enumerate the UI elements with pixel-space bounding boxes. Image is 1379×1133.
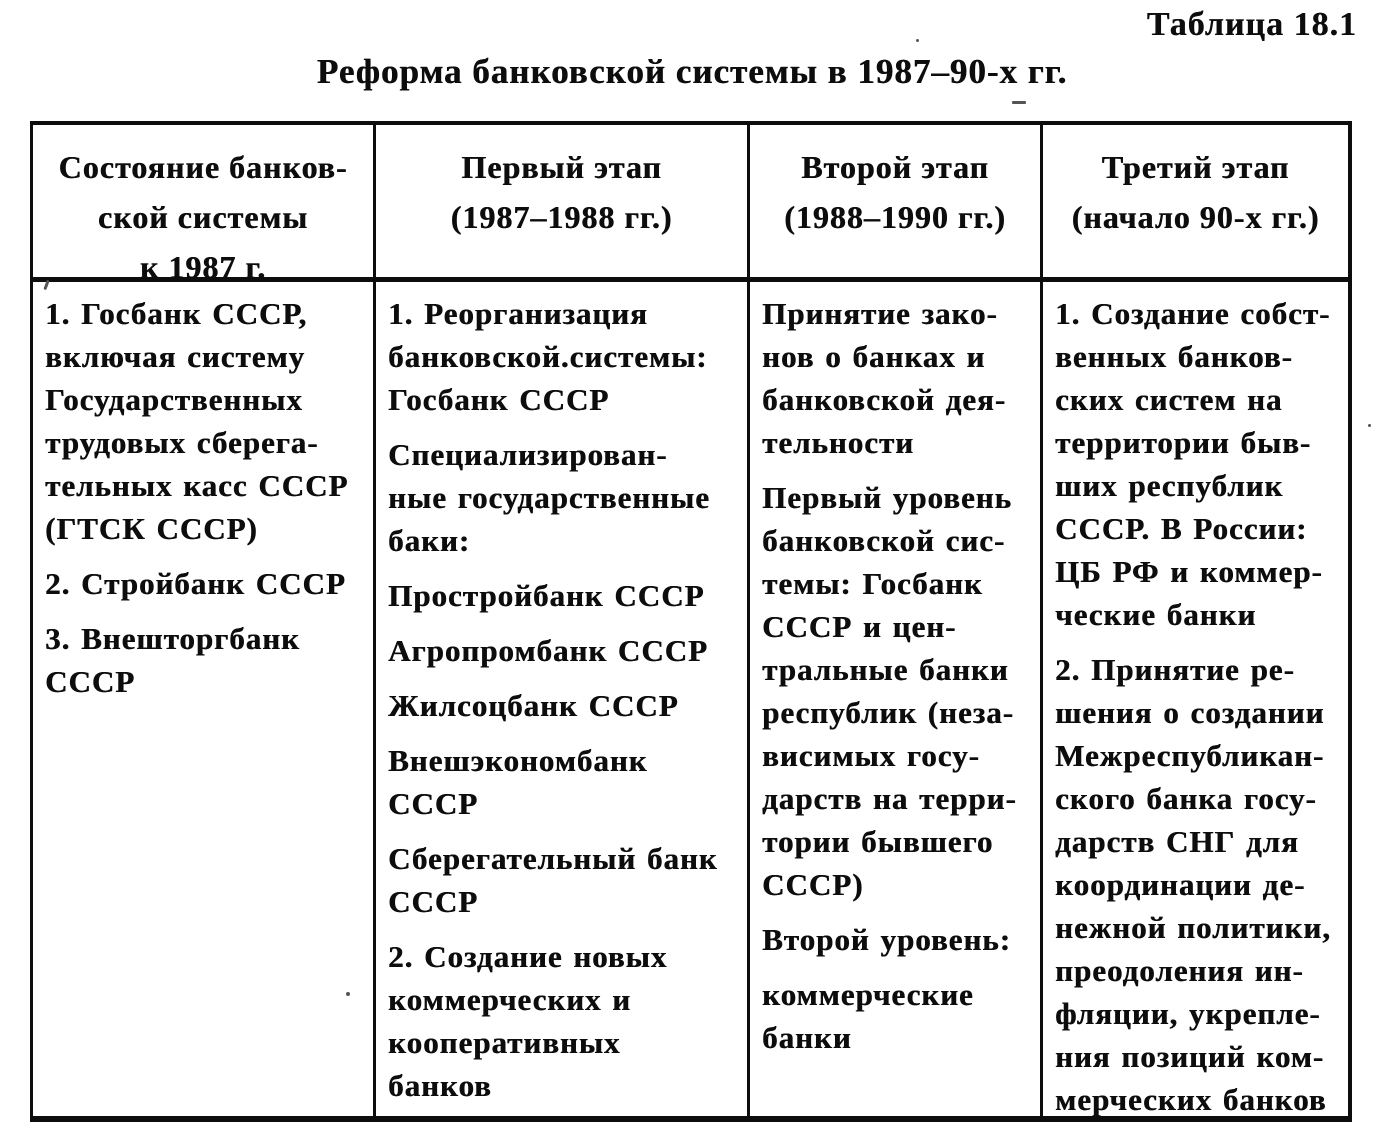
header-cell-second-stage	[750, 125, 1043, 282]
text-line: 3. Внешторгбанк	[45, 621, 300, 656]
text-line: (ГТСК СССР)	[45, 511, 258, 546]
text-line: 1. Госбанк СССР,	[45, 296, 308, 331]
text-line: Госбанк СССР	[388, 382, 610, 417]
text-line: Принятие зако-	[762, 296, 998, 331]
text-line: банковской сис-	[762, 523, 1006, 558]
table-paragraph	[388, 433, 741, 562]
text-line: висимых госу-	[762, 738, 980, 773]
text-line: СССР. В России:	[1055, 511, 1308, 546]
text-line: ших республик	[1055, 468, 1284, 503]
text-line: ской системы	[97, 199, 309, 235]
table-paragraph	[762, 476, 1034, 906]
text-line: к 1987 г.	[139, 249, 267, 282]
text-line: мерческих банков	[1055, 1082, 1327, 1116]
text-line: Состояние банков-	[58, 149, 348, 185]
text-line: СССР и цен-	[762, 609, 957, 644]
table-paragraph	[388, 574, 741, 617]
text-line: баки:	[388, 523, 471, 558]
text-line: нов о банках и	[762, 339, 986, 374]
banking-reform-table	[30, 121, 1352, 1122]
text-line: Третий этап	[1101, 149, 1290, 185]
text-line: коммерческие	[762, 977, 974, 1012]
table-paragraph	[388, 837, 741, 923]
body-cell-second-stage	[750, 282, 1043, 1116]
text-line: банковской.системы:	[388, 339, 708, 374]
text-line: Сберегательный банк	[388, 841, 718, 876]
table-paragraph	[1055, 648, 1342, 1116]
text-line: темы: Госбанк	[762, 566, 983, 601]
table-paragraph	[388, 292, 741, 421]
table-paragraph	[762, 973, 1034, 1059]
text-line: Второй уровень:	[762, 922, 1011, 957]
table-number-label: Таблица 18.1	[1146, 6, 1357, 43]
body-cell-first-stage	[376, 282, 750, 1116]
text-line: СССР	[388, 884, 479, 919]
text-line: банковской дея-	[762, 382, 1007, 417]
text-line: тельных касс СССР	[45, 468, 349, 503]
text-line: 2. Принятие ре-	[1055, 652, 1295, 687]
text-line: преодоления ин-	[1055, 953, 1304, 988]
text-line: (начало 90-х гг.)	[1071, 199, 1320, 235]
text-line: республик (неза-	[762, 695, 1014, 730]
text-line: Государственных	[45, 382, 303, 417]
table-paragraph	[388, 935, 741, 1107]
text-line: нежной политики,	[1055, 910, 1331, 945]
text-line: 1. Создание собст-	[1055, 296, 1331, 331]
text-line: (1987–1988 гг.)	[450, 199, 673, 235]
text-line: 2. Стройбанк СССР	[45, 566, 346, 601]
text-line: ЦБ РФ и коммер-	[1055, 554, 1323, 589]
scan-speckle	[1012, 101, 1026, 104]
table-paragraph	[388, 684, 741, 727]
text-line: ческие банки	[1055, 597, 1257, 632]
text-line: тории бывшего	[762, 824, 994, 859]
text-line: Жилсоцбанк СССР	[388, 688, 679, 723]
text-line: дарств СНГ для	[1055, 824, 1299, 859]
text-line: дарств на терри-	[762, 781, 1017, 816]
text-line: ные государственные	[388, 480, 710, 515]
text-line: ния позиций ком-	[1055, 1039, 1325, 1074]
table-paragraph	[762, 918, 1034, 961]
text-line: СССР	[45, 664, 136, 699]
text-line: Первый этап	[461, 149, 662, 185]
body-cell-third-stage	[1043, 282, 1348, 1116]
text-line: венных банков-	[1055, 339, 1293, 374]
text-line: банки	[762, 1020, 852, 1055]
text-line: ского банка госу-	[1055, 781, 1317, 816]
table-paragraph	[45, 562, 367, 605]
scan-speckle	[346, 992, 350, 996]
text-line: Межреспубликан-	[1055, 738, 1325, 773]
text-line: 2. Создание новых	[388, 939, 668, 974]
text-line: фляции, укрепле-	[1055, 996, 1321, 1031]
text-line: 1. Реорганизация	[388, 296, 648, 331]
text-line: тральные банки	[762, 652, 1009, 687]
text-line: коммерческих и	[388, 982, 632, 1017]
body-cell-state-before-1987	[33, 282, 376, 1116]
text-line: банков	[388, 1068, 492, 1103]
text-line: СССР	[388, 786, 479, 821]
table-paragraph	[45, 292, 367, 550]
text-line: координации де-	[1055, 867, 1306, 902]
scan-speckle	[1368, 424, 1371, 427]
table-paragraph	[388, 739, 741, 825]
text-line: территории быв-	[1055, 425, 1312, 460]
text-line: кооперативных	[388, 1025, 621, 1060]
text-line: ских систем на	[1055, 382, 1283, 417]
text-line: Простройбанк СССР	[388, 578, 705, 613]
table-paragraph	[762, 292, 1034, 464]
header-cell-state-before-1987	[33, 125, 376, 282]
text-line: включая систему	[45, 339, 305, 374]
text-line: Второй этап	[801, 149, 989, 185]
text-line: трудовых сберега-	[45, 425, 319, 460]
scan-speckle	[916, 39, 919, 42]
text-line: Первый уровень	[762, 480, 1012, 515]
text-line: СССР)	[762, 867, 864, 902]
text-line: шения о создании	[1055, 695, 1325, 730]
header-cell-third-stage	[1043, 125, 1348, 282]
text-line: Внешэкономбанк	[388, 743, 648, 778]
text-line: Специализирован-	[388, 437, 668, 472]
table-paragraph	[1055, 292, 1342, 636]
table-paragraph	[388, 629, 741, 672]
text-line: (1988–1990 гг.)	[784, 199, 1006, 235]
text-line: тельности	[762, 425, 914, 460]
text-line: Агропромбанк СССР	[388, 633, 708, 668]
header-cell-first-stage	[376, 125, 750, 282]
page-title: Реформа банковской системы в 1987–90-х гг.	[316, 52, 1068, 91]
table-paragraph	[45, 617, 367, 703]
